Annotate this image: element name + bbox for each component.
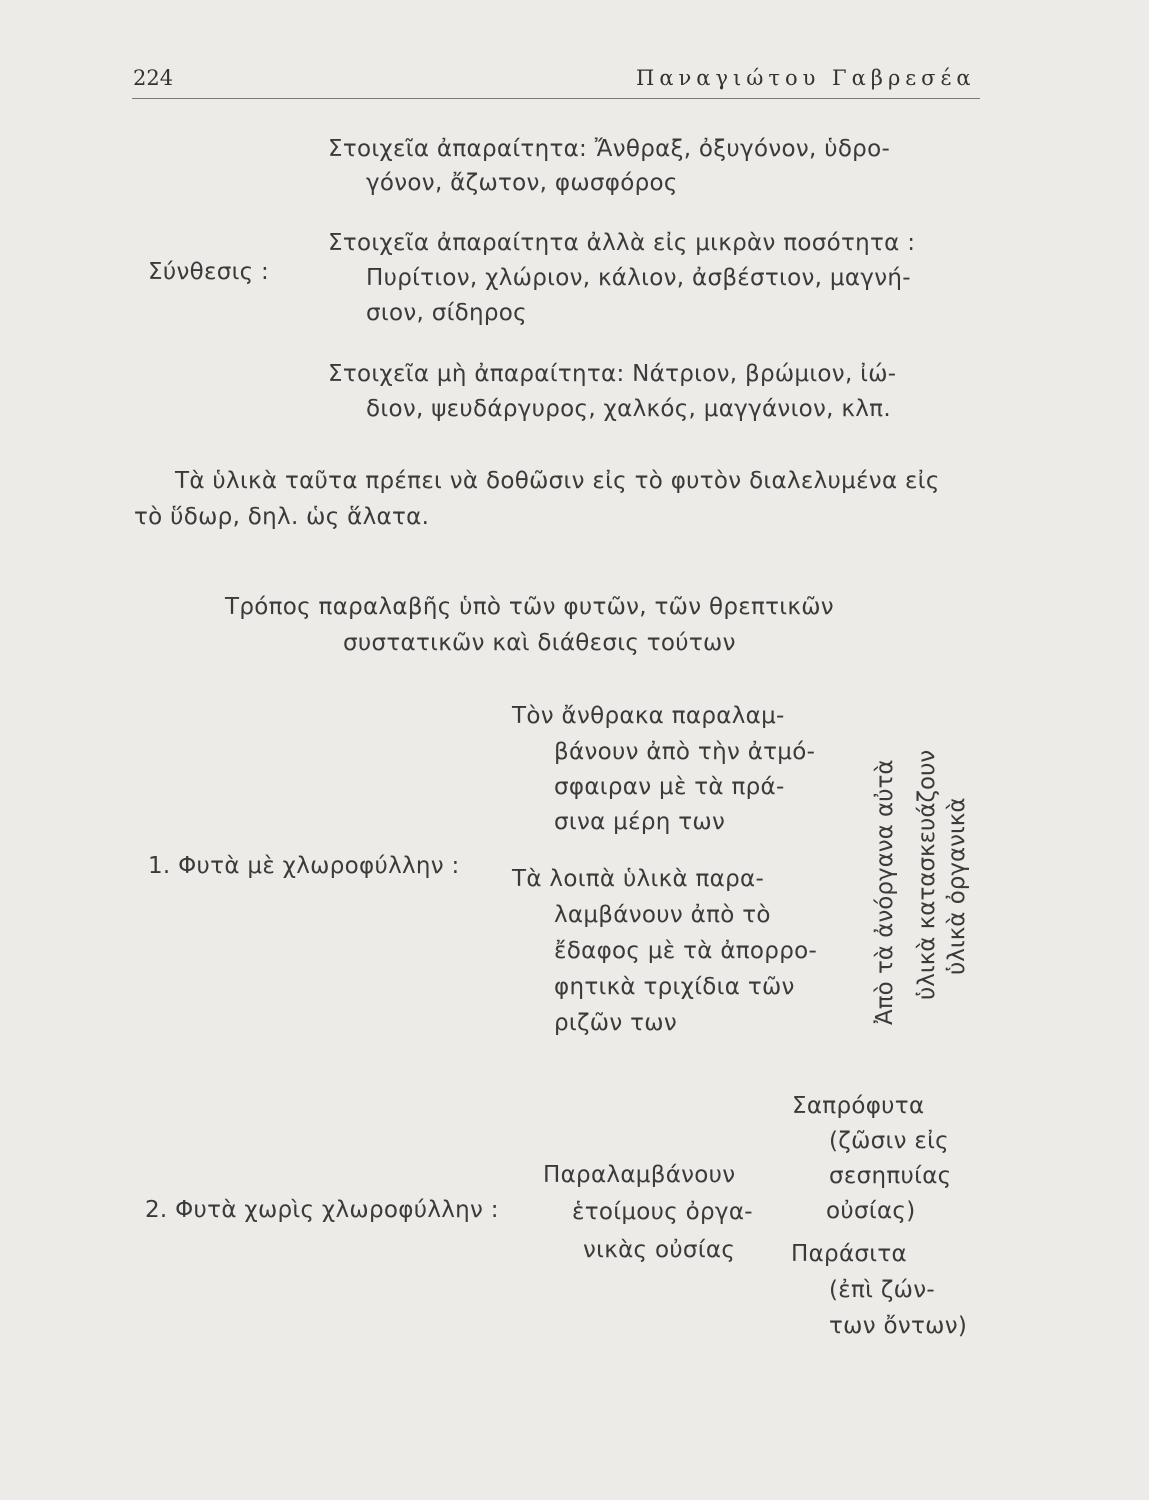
- rest-line-5: ριζῶν των: [554, 1010, 677, 1036]
- essential-small-line-1: Στοιχεῖα ἀπαραίτητα ἀλλὰ εἰς μικρὰν ποσότητα :: [328, 230, 916, 256]
- side-note-line-1: Ἀπὸ τὰ ἀνόργανα αὐτὰ: [872, 759, 898, 1025]
- rest-line-4: φητικὰ τριχίδια τῶν: [554, 974, 795, 1000]
- parasites-line-2: (ἐπὶ ζών-: [829, 1277, 935, 1303]
- paragraph-line-2: τὸ ὕδωρ, δηλ. ὡς ἅλατα.: [134, 504, 430, 530]
- essential-small-line-2: Πυρίτιον, χλώριον, κάλιον, ἀσβέστιον, μαγνή-: [366, 265, 911, 291]
- receive-line-1: Παραλαμβάνουν: [543, 1162, 736, 1188]
- essential-line-1: Στοιχεῖα ἀπαραίτητα: Ἄνθραξ, ὀξυγόνον, ὑδρο-: [328, 136, 891, 162]
- non-essential-line-1: Στοιχεῖα μὴ ἀπαραίτητα: Νάτριον, βρώμιον, ἰώ-: [328, 361, 897, 387]
- item2-label: 2. Φυτὰ χωρὶς χλωροφύλλην :: [145, 1197, 499, 1223]
- essential-line-2: γόνον, ἄζωτον, φωσφόρος: [366, 170, 678, 196]
- side-note-line-2: ὑλικὰ κατασκευάζουν: [914, 749, 940, 1000]
- essential-small-line-3: σιον, σίδηρος: [366, 300, 527, 326]
- section-title-line-2: συστατικῶν καὶ διάθεσις τούτων: [343, 630, 736, 656]
- receive-line-2: ἑτοίμους ὀργα-: [572, 1199, 753, 1225]
- carbon-line-3: σφαιραν μὲ τὰ πρά-: [554, 774, 785, 800]
- page-number: 224: [133, 66, 174, 90]
- item1-label: 1. Φυτὰ μὲ χλωροφύλλην :: [148, 853, 460, 879]
- rest-line-2: λαμβάνουν ἀπὸ τὸ: [554, 902, 771, 928]
- saprophytes-line-4: οὐσίας): [826, 1198, 916, 1224]
- paragraph-line-1: Τὰ ὑλικὰ ταῦτα πρέπει νὰ δοθῶσιν εἰς τὸ φυτὸν διαλελυμένα εἰς: [175, 468, 940, 494]
- rest-line-3: ἔδαφος μὲ τὰ ἀπορρο-: [554, 938, 818, 964]
- running-title: Παναγιώτου Γαβρεσέα: [636, 66, 976, 90]
- saprophytes-line-1: Σαπρόφυτα: [792, 1093, 925, 1119]
- carbon-line-1: Τὸν ἄνθρακα παραλαμ-: [512, 703, 785, 729]
- rest-line-1: Τὰ λοιπὰ ὑλικὰ παρα-: [512, 866, 765, 892]
- parasites-line-3: των ὄντων): [829, 1313, 968, 1339]
- side-note-line-3: ὑλικὰ ὀργανικὰ: [944, 797, 970, 975]
- parasites-line-1: Παράσιτα: [791, 1241, 907, 1267]
- composition-label: Σύνθεσις :: [148, 259, 270, 285]
- carbon-line-2: βάνουν ἀπὸ τὴν ἀτμό-: [554, 739, 816, 765]
- receive-line-3: νικὰς οὐσίας: [583, 1237, 736, 1263]
- saprophytes-line-3: σεσηπυίας: [829, 1163, 952, 1189]
- header-rule: [132, 98, 980, 99]
- non-essential-line-2: διον, ψευδάργυρος, χαλκός, μαγγάνιον, κλπ.: [366, 396, 891, 422]
- section-title-line-1: Τρόπος παραλαβῆς ὑπὸ τῶν φυτῶν, τῶν θρεπτικῶν: [225, 594, 834, 620]
- saprophytes-line-2: (ζῶσιν εἰς: [829, 1128, 949, 1154]
- carbon-line-4: σινα μέρη των: [554, 809, 726, 835]
